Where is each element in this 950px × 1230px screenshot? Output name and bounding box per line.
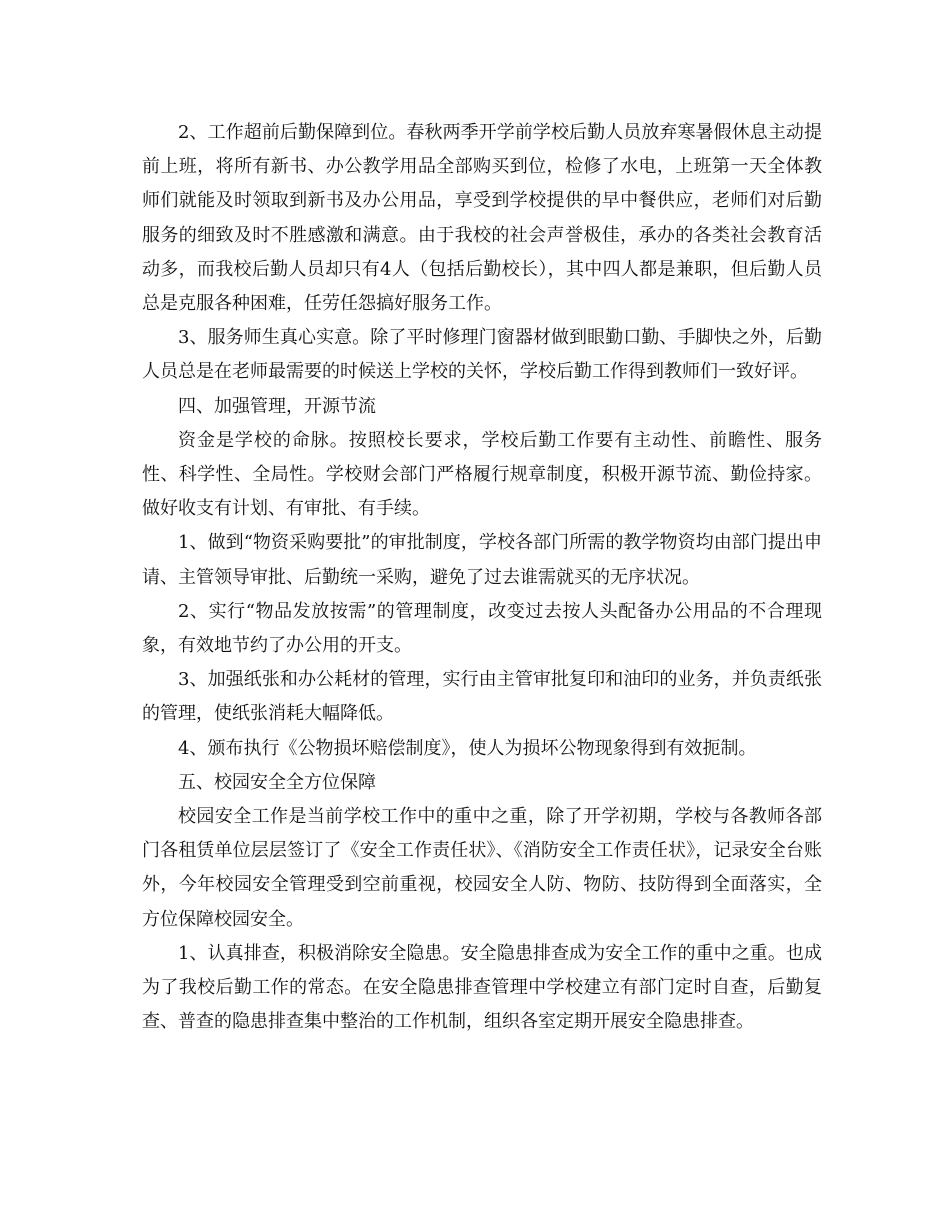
section-heading-safety: 五、校园安全全方位保障 bbox=[178, 771, 376, 793]
paragraph-funds: 资金是学校的命脉。按照校长要求，学校后勤工作要有主动性、前瞻性、服务性、科学性、全局性。学校财会部门严格履行规章制度，积极开源节流、勤俭持家。做好收支有计划、有审批、有手续。 bbox=[142, 429, 822, 520]
paragraph-serve-staff: 3、服务师生真心实意。除了平时修理门窗器材做到眼勤口勤、手脚快之外，后勤人员总是在老师最需要的时候送上学校的关怀，学校后勤工作得到教师们一致好评。 bbox=[142, 327, 822, 383]
section-heading-management: 四、加强管理，开源节流 bbox=[178, 395, 376, 417]
paragraph-hazard-inspection: 1、认真排查，积极消除安全隐患。安全隐患排查成为安全工作的重中之重。也成为了我校后勤工作的常态。在安全隐患排查管理中学校建立有部门定时自查，后勤复查、普查的隐患排查集中整治的工作机制，组织各室定期开展安全隐患排查。 bbox=[142, 942, 822, 1033]
paragraph-paper-management: 3、加强纸张和办公耗材的管理，实行由主管审批复印和油印的业务，并负责纸张的管理，使纸张消耗大幅降低。 bbox=[142, 669, 822, 725]
paragraph-purchase-approval: 1、做到“物资采购要批”的审批制度，学校各部门所需的教学物资均由部门提出申请、主管领导审批、后勤统一采购，避免了过去谁需就买的无序状况。 bbox=[142, 532, 822, 588]
paragraph-compensation: 4、颁布执行《公物损坏赔偿制度》，使人为损坏公物现象得到有效扼制。 bbox=[178, 737, 757, 759]
paragraph-logistics-ahead: 2、工作超前后勤保障到位。春秋两季开学前学校后勤人员放弃寒暑假休息主动提前上班，将所有新书、办公教学用品全部购买到位，检修了水电，上班第一天全体教师们就能及时领取到新书及办公用品，享受到学校提供的早中餐供应，老师们对后勤服务的细致及时不胜感激和满意。由于我校的社会声誉极佳，承办的各类社会教育活动多，而我校后勤人员却只有4人（包括后勤校长），其中四人都是兼职，但后勤人员总是克服各种困难，任劳任怨搞好服务工作。 bbox=[142, 122, 822, 315]
document-body bbox=[142, 116, 822, 1039]
paragraph-safety-overview: 校园安全工作是当前学校工作中的重中之重，除了开学初期，学校与各教师各部门各租赁单位层层签订了《安全工作责任状》、《消防安全工作责任状》，记录安全台账外，今年校园安全管理受到空前重视，校园安全人防、物防、技防得到全面落实，全方位保障校园安全。 bbox=[142, 806, 822, 930]
paragraph-distribution: 2、实行“物品发放按需”的管理制度，改变过去按人头配备办公用品的不合理现象，有效地节约了办公用的开支。 bbox=[142, 600, 822, 657]
